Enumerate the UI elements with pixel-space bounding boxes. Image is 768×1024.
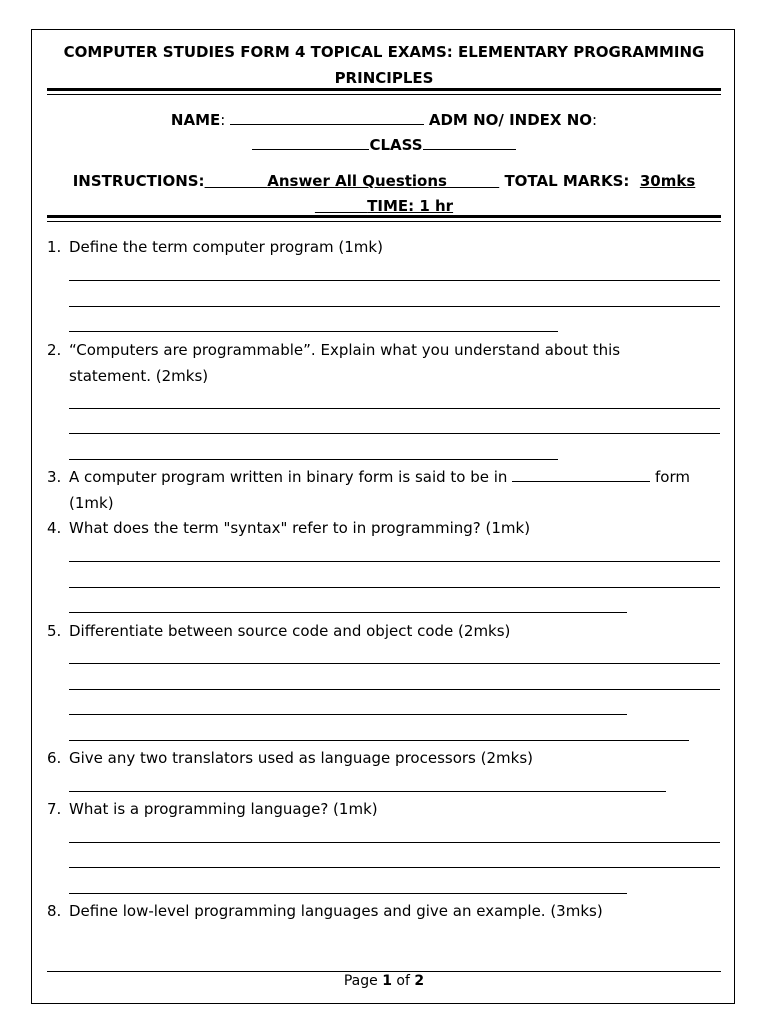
answer-line[interactable] [69,459,558,460]
class-blank[interactable] [423,134,516,150]
answer-line[interactable] [69,842,720,843]
instructions-row [47,169,721,193]
question-number: 3. [47,468,62,486]
answer-line[interactable] [69,893,627,894]
name-adm-row: NAME: ADM NO/ INDEX NO: [170,111,598,129]
question-number: 5. [47,622,62,640]
title-double-rule [47,88,721,95]
fill-in-blank[interactable] [512,466,650,482]
question-text: Define low-level programming languages and give an example. (3mks) [69,902,603,920]
time-value: TIME: 1 hr [367,197,454,215]
question-text-before: A computer program written in binary form is said to be in [69,468,508,486]
question-1 [47,234,721,260]
answer-line[interactable] [69,331,558,332]
answer-line[interactable] [69,408,720,409]
answer-line[interactable] [69,791,666,792]
question-text: What is a programming language? (1mk) [69,800,378,818]
question-text-line2: (1mk) [69,494,114,512]
question-number: 8. [47,902,62,920]
question-number: 2. [47,341,62,359]
instructions-label: INSTRUCTIONS: [72,172,205,190]
question-8 [47,898,721,924]
question-text-line1: “Computers are programmable”. Explain what you understand about this [69,341,621,359]
adm-blank[interactable] [252,134,369,150]
current-page: 1 [382,973,392,989]
total-marks-label: TOTAL MARKS: [504,172,630,190]
answer-line[interactable] [69,306,720,307]
question-4 [47,515,721,541]
exam-title [47,39,721,91]
question-number: 6. [47,749,62,767]
page-number [47,972,721,990]
question-text: Define the term computer program (1mk) [69,238,383,256]
adm-label: ADM NO/ INDEX NO [428,111,593,129]
class-row [47,133,721,157]
answer-line[interactable] [69,612,627,613]
question-number: 1. [47,238,62,256]
question-3 [47,464,721,516]
question-7 [47,796,721,822]
question-text: Give any two translators used as language processors (2mks) [69,749,533,767]
name-blank[interactable] [230,109,424,125]
total-marks-value: 30mks [639,172,696,190]
question-2 [47,337,721,389]
name-label: NAME [170,111,221,129]
question-5 [47,618,721,644]
question-text: Differentiate between source code and object code (2mks) [69,622,511,640]
question-text: What does the term "syntax" refer to in programming? (1mk) [69,519,531,537]
exam-title-line2: PRINCIPLES [334,69,434,87]
answer-line[interactable] [69,587,720,588]
question-6 [47,745,721,771]
answer-line[interactable] [69,740,689,741]
total-pages: 2 [414,973,425,989]
question-text-line2: statement. (2mks) [69,367,209,385]
instructions-value: Answer All Questions [267,172,447,190]
answer-line[interactable] [69,714,627,715]
question-number: 7. [47,800,62,818]
answer-line[interactable] [69,663,720,664]
of-word: of [396,973,410,989]
answer-line[interactable] [69,280,720,281]
exam-title-line1: COMPUTER STUDIES FORM 4 TOPICAL EXAMS: ELEMENTARY PROGRAMMING [63,43,705,61]
answer-line[interactable] [69,689,720,690]
answer-line[interactable] [69,433,720,434]
answer-line[interactable] [69,561,720,562]
header-double-rule [47,215,721,222]
question-number: 4. [47,519,62,537]
class-label: CLASS [369,136,423,154]
answer-line[interactable] [69,867,720,868]
question-text-after: form [654,468,690,486]
page-word: Page [343,973,378,989]
